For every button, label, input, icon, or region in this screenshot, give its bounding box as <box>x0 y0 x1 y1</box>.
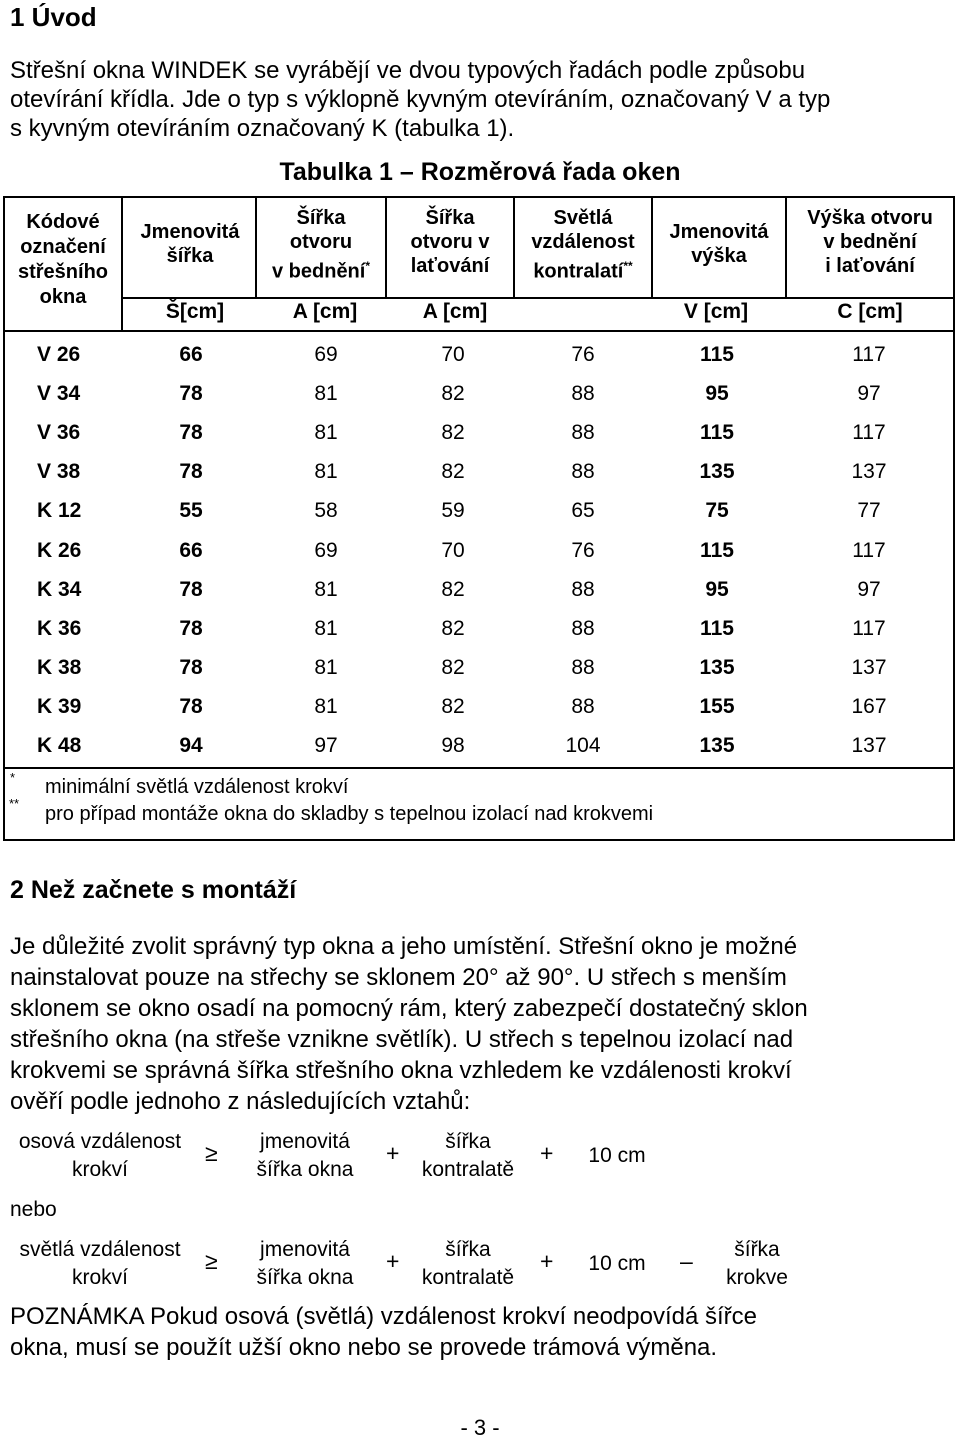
table-cell: 81 <box>314 694 338 718</box>
table-divider <box>385 198 387 298</box>
table-divider <box>121 198 123 330</box>
table-cell: 95 <box>705 382 729 406</box>
table-cell: 137 <box>851 734 887 757</box>
table-row <box>0 374 960 413</box>
table-cell: K 34 <box>37 577 82 601</box>
table-cell: K 38 <box>37 655 82 679</box>
or-label: nebo <box>10 1198 57 1221</box>
table-cell: 78 <box>179 655 203 679</box>
table-cell: 77 <box>857 499 881 523</box>
table-cell: 75 <box>705 499 729 523</box>
formula-2-lhs: světlá vzdálenost krokví <box>19 1238 181 1289</box>
table-cell: 115 <box>700 343 734 366</box>
intro-paragraph <box>10 56 940 143</box>
paragraph-line: ověří podle jednoho z následujících vztahů: <box>10 1088 471 1115</box>
section-2-title: 2 Než začnete s montáží <box>10 876 297 904</box>
table-row <box>0 570 960 609</box>
table-cell: 117 <box>852 538 886 562</box>
table-cell: 88 <box>571 382 595 406</box>
table-cell: 137 <box>851 655 887 679</box>
table-cell: 117 <box>852 616 886 640</box>
table-cell: 81 <box>314 421 338 445</box>
paragraph-line: sklonem se okno osadí na pomocný rám, který zabezpečí dostatečný sklon <box>10 995 808 1022</box>
table-cell: V 38 <box>37 460 81 484</box>
formula-2-plus: + <box>540 1248 554 1274</box>
table-cell: 81 <box>314 382 338 406</box>
paragraph-line: Je důležité zvolit správný typ okna a jeho umístění. Střešní okno je možné <box>10 933 798 960</box>
header-counterbatten-distance: Světlá vzdálenost kontralatí** <box>531 207 635 283</box>
table-cell: 69 <box>314 343 338 366</box>
table-cell: K 26 <box>37 538 82 562</box>
table-cell: 95 <box>705 577 729 601</box>
table-cell: 82 <box>441 616 465 640</box>
page-number: - 3 - <box>460 1415 500 1440</box>
footnote-mark: * <box>10 770 16 785</box>
table-cell: 115 <box>700 538 734 562</box>
table-cell: 88 <box>571 421 595 445</box>
table-cell: 70 <box>441 538 465 562</box>
formula-2-constant: 10 cm <box>588 1252 646 1275</box>
formula-2-nominal-width: jmenovitá šířka okna <box>256 1238 354 1289</box>
table-row <box>0 687 960 726</box>
table-cell: 81 <box>314 460 338 484</box>
table-cell: 82 <box>441 382 465 406</box>
table-cell: 117 <box>852 343 886 366</box>
table-cell: 81 <box>314 577 338 601</box>
formula-1-nominal-width: jmenovitá šířka okna <box>256 1130 354 1181</box>
note-line: okna, musí se použít užší okno nebo se provede trámová výměna. <box>10 1334 718 1361</box>
table-cell: 81 <box>314 616 338 640</box>
unit-nominal-width: Š[cm] <box>165 300 225 323</box>
table-cell: 88 <box>571 577 595 601</box>
table-cell: 155 <box>699 694 735 718</box>
table-cell: V 26 <box>37 343 81 366</box>
table-cell: 82 <box>441 460 465 484</box>
footnote-text: minimální světlá vzdálenost krokví <box>45 776 349 798</box>
table-cell: 59 <box>441 499 465 523</box>
formula-1-constant: 10 cm <box>588 1144 646 1167</box>
table-cell: 88 <box>571 694 595 718</box>
table-divider <box>513 198 515 298</box>
formula-2-geq: ≥ <box>205 1248 218 1274</box>
table-cell: V 36 <box>37 421 81 445</box>
note-paragraph <box>10 1301 940 1363</box>
section-2-paragraph <box>10 931 940 1117</box>
header-nominal-height: Jmenovitá výška <box>669 221 769 267</box>
paragraph-line: krokvemi se správná šířka střešního okna vzhledem ke vzdálenosti krokví <box>10 1057 792 1084</box>
unit-opening-width-battens: A [cm] <box>422 300 488 323</box>
footnote-text: pro případ montáže okna do skladby s tepelnou izolací nad krokvemi <box>45 803 654 825</box>
table-cell: K 36 <box>37 616 82 640</box>
intro-line: s kyvným otevíráním označovaný K (tabulka 1). <box>10 115 515 142</box>
formula-1-counterbatten: šířka kontralatě <box>421 1130 515 1181</box>
table-cell: 135 <box>699 655 735 679</box>
table-row <box>0 648 960 687</box>
table-cell: V 34 <box>37 382 81 406</box>
paragraph-line: nainstalovat pouze na střechy se sklonem 20° až 90°. U střech s menším <box>10 964 787 991</box>
table-cell: 78 <box>179 694 203 718</box>
table-row <box>0 335 960 374</box>
section-1-title: 1 Úvod <box>10 2 97 32</box>
table-cell: 78 <box>179 382 203 406</box>
paragraph-line: střešního okna (na střeše vznikne světlík). U střech s tepelnou izolací nad <box>10 1026 794 1053</box>
table-cell: 137 <box>851 460 887 484</box>
formula-1-plus: + <box>540 1140 554 1166</box>
table-cell: 65 <box>571 499 595 523</box>
table-cell: 94 <box>179 734 203 757</box>
table-row <box>0 531 960 570</box>
formula-2-minus: – <box>680 1248 693 1274</box>
table-cell: 167 <box>851 694 887 718</box>
table-row <box>0 452 960 491</box>
intro-line: otevírání křídla. Jde o typ s výklopně kyvným otevíráním, označovaný V a typ <box>10 86 831 113</box>
header-code: Kódové označení střešního okna <box>17 211 109 308</box>
table-cell: 70 <box>441 343 465 366</box>
table-cell: 82 <box>441 655 465 679</box>
table-cell: 82 <box>441 694 465 718</box>
formula-1-lhs: osová vzdálenost krokví <box>18 1130 182 1181</box>
unit-nominal-height: V [cm] <box>683 300 749 323</box>
header-opening-height: Výška otvoru v bednění i laťování <box>807 207 933 277</box>
table-cell: 76 <box>571 538 595 562</box>
table-cell: 88 <box>571 655 595 679</box>
table-cell: 117 <box>852 421 886 445</box>
table-row <box>0 491 960 530</box>
table-cell: K 39 <box>37 694 82 718</box>
table-cell: 97 <box>314 734 338 757</box>
table-divider <box>3 330 955 332</box>
table-cell: 55 <box>179 499 203 523</box>
header-opening-width-battens: Šířka otvoru v laťování <box>410 207 490 277</box>
table-cell: 58 <box>314 499 338 523</box>
table-cell: 97 <box>857 382 881 406</box>
table-cell: 88 <box>571 616 595 640</box>
table-cell: 78 <box>179 577 203 601</box>
note-line: POZNÁMKA Pokud osová (světlá) vzdálenost krokví neodpovídá šířce <box>10 1303 758 1330</box>
table-cell: 78 <box>179 421 203 445</box>
unit-opening-width-boarding: A [cm] <box>292 300 358 323</box>
header-opening-width-boarding: Šířka otvoru v bednění* <box>271 207 371 283</box>
table-row <box>0 726 960 765</box>
table-divider <box>123 297 953 299</box>
table-cell: 135 <box>699 460 735 484</box>
table-cell: 78 <box>179 616 203 640</box>
formula-2-counterbatten: šířka kontralatě <box>421 1238 515 1289</box>
table-cell: 97 <box>857 577 881 601</box>
table-divider <box>651 198 653 298</box>
table-cell: K 48 <box>37 734 82 757</box>
table-cell: 115 <box>700 421 734 445</box>
intro-line: Střešní okna WINDEK se vyrábějí ve dvou typových řadách podle způsobu <box>10 57 806 84</box>
table-cell: K 12 <box>37 499 82 523</box>
table-cell: 104 <box>565 734 601 757</box>
table-cell: 98 <box>441 734 465 757</box>
formula-2-plus: + <box>386 1248 400 1274</box>
formula-2-rafter-width: šířka krokve <box>726 1238 788 1289</box>
table-cell: 81 <box>314 655 338 679</box>
table-caption: Tabulka 1 – Rozměrová řada oken <box>279 158 681 186</box>
table-row <box>0 609 960 648</box>
header-nominal-width: Jmenovitá šířka <box>140 221 240 267</box>
table-divider <box>255 198 257 298</box>
formula-1-geq: ≥ <box>205 1140 218 1166</box>
table-cell: 66 <box>179 343 203 366</box>
table-cell: 76 <box>571 343 595 366</box>
table-row <box>0 413 960 452</box>
unit-opening-height: C [cm] <box>837 300 903 323</box>
table-cell: 135 <box>699 734 735 757</box>
table-divider <box>3 767 955 769</box>
formula-1-plus: + <box>386 1140 400 1166</box>
table-divider <box>785 198 787 298</box>
table-cell: 88 <box>571 460 595 484</box>
table-cell: 69 <box>314 538 338 562</box>
table-cell: 82 <box>441 421 465 445</box>
footnote-mark: ** <box>9 796 20 811</box>
table-cell: 115 <box>700 616 734 640</box>
table-cell: 82 <box>441 577 465 601</box>
table-cell: 78 <box>179 460 203 484</box>
table-cell: 66 <box>179 538 203 562</box>
